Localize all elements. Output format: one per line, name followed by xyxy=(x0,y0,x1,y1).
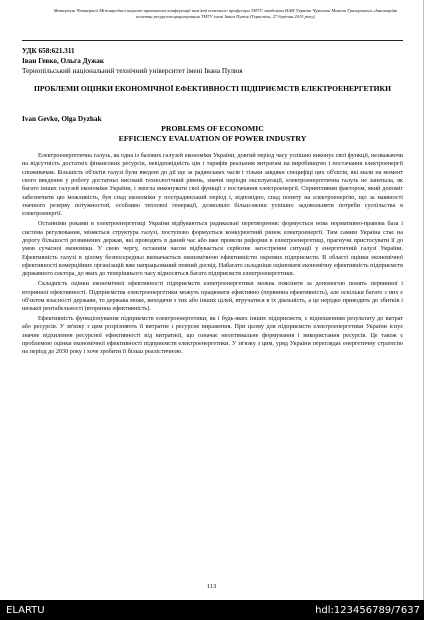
affiliation: Тернопільський національний технічний університет імені Івана Пулюя xyxy=(22,67,243,75)
title-en xyxy=(22,124,403,144)
running-header: Матеріали Четвертої Міжнародної науково-практичної конференції пам'яті почесного професора ТНТУ, академіка НАН України Чумачені Миколи Григоровича «Інноваційні аспекти ресурсозощвщитування ТНТУ імені Івана Пулюя (Тернопіль, 27 березня 2015 року) xyxy=(53,8,398,19)
title-en-line-1: PROBLEMS OF ECONOMIC xyxy=(161,124,264,133)
authors-en: Ivan Gevko, Olga Dyzhak xyxy=(22,115,102,123)
repository-name: ELARTU xyxy=(6,605,45,616)
paragraph: Ефективність функціонування підприємств електроенергетики, як і будь-яких інших підприємств, є відношенням результату до витрат або ресурсів. У зв'язку з цим розрізняють її витратне і ресурсне вираження. При цьому для підприємств електроенергетики України існує значне відхилення ресурсної ефективності від витратної, що означає неоптимальне формування і використання ресурсів. Це також є проблемою оцінки економічної ефективності підприємств електроенергетики. У зв'язку з цим, уряд України переглядає енергетичну стратегію на період до 2030 року і хоче зробити її більш реалістичною. xyxy=(22,315,403,356)
title-ua: ПРОБЛЕМИ ОЦІНКИ ЕКОНОМІЧНОЇ ЕФЕКТИВНОСТІ ПІДПРИЄМСТВ ЕЛЕКТРОЕНЕРГЕТИКИ xyxy=(34,84,391,93)
viewer-footer-bar xyxy=(0,600,424,620)
title-en-line-2: EFFICIENCY EVALUATION OF POWER INDUSTRY xyxy=(118,134,307,143)
paragraph: Складність оцінки економічної ефективності підприємств електроенергетики можна пояснити за допомогою понять первинної і вторинної ефективності. Підприємства електроенергетики можуть працювати ефективно (первинна ефективність), але оскільки багато з них є об'єктом власності держави, то держава може, виходячи з тих або інших цілей, втручатися в їх діяльність, а це нерідко приводить до збитків і низької рентабельності (вторинна ефективність). xyxy=(22,280,403,313)
header-rule xyxy=(22,40,403,41)
page-number: 113 xyxy=(206,583,217,590)
authors-ua: Іван Гевко, Ольга Дужак xyxy=(22,57,105,65)
udc-code: УДК 658:621.311 xyxy=(22,47,75,55)
handle-link[interactable]: hdl:123456789/7637 xyxy=(315,605,420,616)
body-text xyxy=(22,152,403,357)
paragraph: Останніми роками в електроенергетиці України відбуваються радикальні перетворення: формується нова нормативно-правова база і система регулювання, міняється структура галузі, поступово формується конкурентний ринок електроенергії. Тим самим Україна стає на дорогу більшості розвинених держав, які проводять в даний час або вже провели реформи в електроенергетиці, прагнучи пристосувати її до умов сучасної економіки. У свою чергу, останнім часом відбувається серйозне загострення ситуації у енергетичній галузі України. Ефективність галузі в цілому безпосередньо визначається економічною ефективністю окремих підприємств. В області оцінки економічної ефективності комерційних організацій вже напрацьований певний досвід. Набагато складніше оцінювати економічну ефективність підприємств державного сектора, до яких до теперішнього часу відносяться багато підприємств електроенергетики. xyxy=(22,220,403,278)
paragraph: Електроенергетична галузь, як одна із базових галузей економіки України, довгий період часу успішно виконує свої функції, незважаючи на відсутність достатніх фінансових ресурсів, невідповідність цін і тарифів реальним витратам на виробництво і постачання електроенергії споживачам. Більшість об'єктів галузі були введені до дії ще за радянських часів і тільки завдяки специфіці цих об'єктів, які мали на момент свого введення у роботу достатньо високий технологічний рівень, значні періоди експлуатації, електроенергетична галузь не занепала, як багато інших галузей економіки України, і змогла виконувати свої функції з постачання електроенергії. Сприятливим фактором, який допоміг забезпечити цю можливість, був спад економіки у пострадянський період і, відповідно, спад попиту на електроенергію, що за наявності значного резерву потужностей, особливо тепловоі генерації, дозволило більш-менш успішно задовольняти потреби суспільства в електроенергії. xyxy=(22,152,403,218)
